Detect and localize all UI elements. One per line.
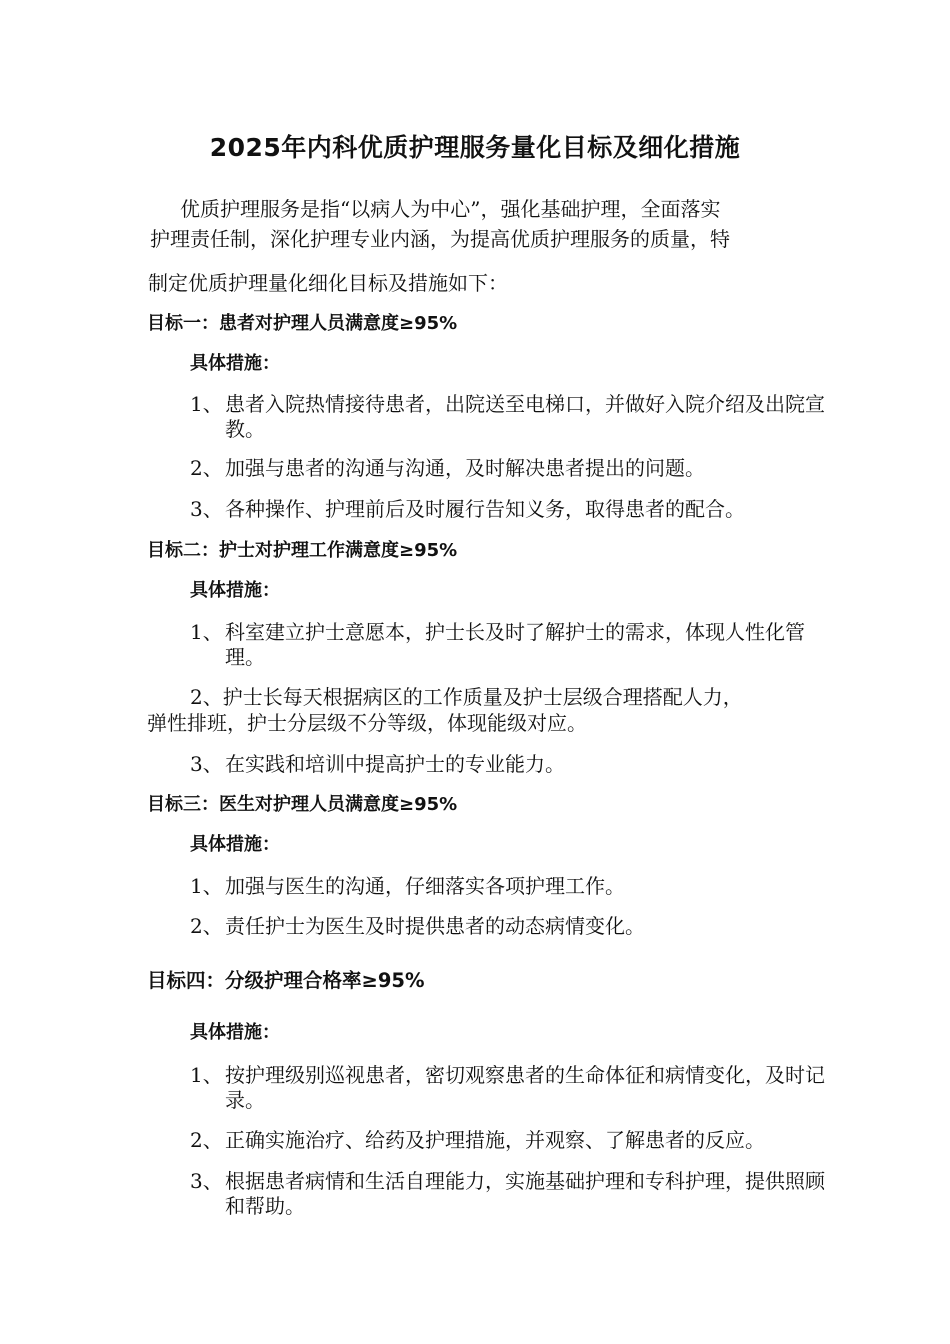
item-text: 加强与医生的沟通，仔细落实各项护理工作。	[225, 874, 625, 898]
goal-2-item-2-line-1	[190, 685, 743, 709]
item-number: 1、	[190, 874, 223, 898]
goal-2-heading: 目标二：护士对护理工作满意度≥95%	[147, 540, 458, 561]
goal-2-item-2-line-2: 弹性排班，护士分层级不分等级，体现能级对应。	[147, 711, 587, 735]
item-number: 2、	[190, 1128, 223, 1152]
item-text: 正确实施治疗、给药及护理措施，并观察、了解患者的反应。	[225, 1128, 765, 1152]
item-number: 1、	[190, 1063, 223, 1087]
goal-3-measures-label: 具体措施：	[190, 834, 280, 855]
item-text: 责任护士为医生及时提供患者的动态病情变化。	[225, 914, 645, 938]
intro-line-3: 制定优质护理量化细化目标及措施如下：	[148, 271, 508, 295]
item-number: 3、	[190, 497, 223, 521]
document-title: 2025年内科优质护理服务量化目标及细化措施	[209, 133, 741, 162]
item-number: 3、	[190, 752, 223, 776]
item-number: 2、	[190, 456, 223, 480]
goal-4-measures-label: 具体措施：	[190, 1022, 280, 1043]
intro-line-2: 护理责任制，深化护理专业内涵，为提高优质护理服务的质量，特	[150, 227, 730, 251]
item-text: 各种操作、护理前后及时履行告知义务，取得患者的配合。	[225, 497, 745, 521]
goal-1-heading: 目标一：患者对护理人员满意度≥95%	[147, 313, 458, 334]
item-text: 加强与患者的沟通与沟通，及时解决患者提出的问题。	[225, 456, 705, 480]
item-number: 1、	[190, 392, 223, 416]
goal-3-heading: 目标三：医生对护理人员满意度≥95%	[147, 794, 458, 815]
goal-2-measures-label: 具体措施：	[190, 580, 280, 601]
item-number: 3、	[190, 1169, 223, 1193]
goal-1-measures-label: 具体措施：	[190, 353, 280, 374]
item-text: 根据患者病情和生活自理能力，实施基础护理和专科护理，提供照顾和帮助。	[225, 1169, 825, 1218]
intro-line-1: 优质护理服务是指“以病人为中心”，强化基础护理，全面落实	[180, 197, 721, 221]
goal-4-heading: 目标四：分级护理合格率≥95%	[147, 969, 425, 992]
item-text: 科室建立护士意愿本，护士长及时了解护士的需求，体现人性化管理。	[225, 620, 805, 669]
item-text: 患者入院热情接待患者，出院送至电梯口，并做好入院介绍及出院宣教。	[225, 392, 825, 441]
item-number: 2、	[190, 914, 223, 938]
item-text: 在实践和培训中提高护士的专业能力。	[225, 752, 565, 776]
item-text: 护士长每天根据病区的工作质量及护士层级合理搭配人力，	[222, 685, 743, 709]
item-text: 按护理级别巡视患者，密切观察患者的生命体征和病情变化，及时记录。	[225, 1063, 825, 1112]
item-number: 2、	[190, 685, 223, 709]
item-number: 1、	[190, 620, 223, 644]
